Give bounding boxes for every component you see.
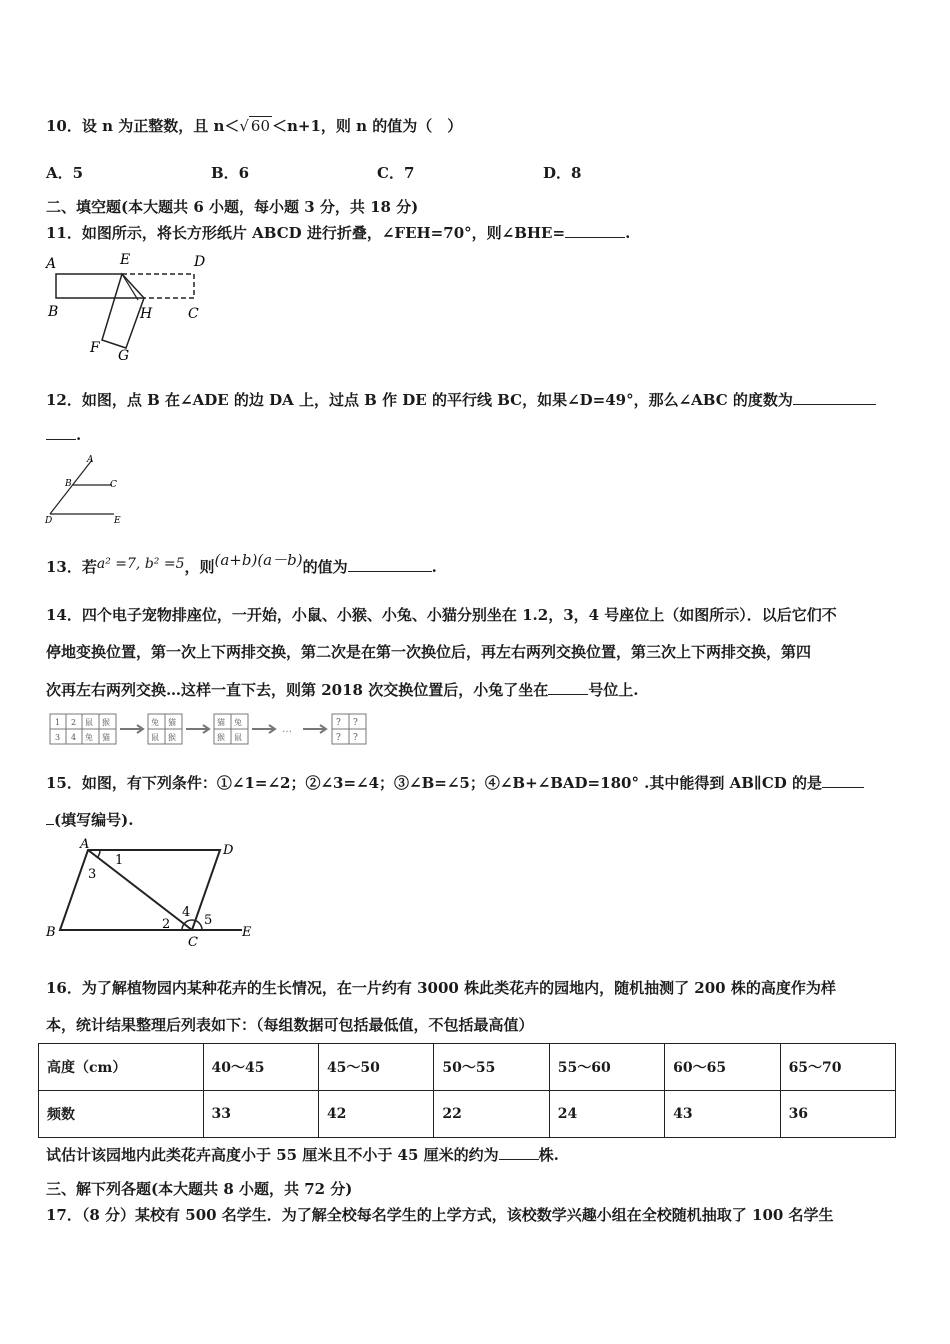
q10-option-b: B．6: [211, 164, 250, 182]
q15-stem-cont: [46, 809, 133, 830]
seat-1: 1: [55, 718, 61, 727]
sqrt-60: √ 60: [239, 117, 271, 135]
unknown-1: ?: [336, 718, 341, 728]
table-cell: 22: [434, 1091, 549, 1138]
section2-title: 二、填空题(本大题共 6 小题，每小题 3 分，共 18 分): [46, 198, 419, 216]
q10-radicand: 60: [250, 117, 271, 135]
arrow-icon: [120, 725, 143, 733]
step1-1: 兔: [151, 718, 159, 727]
q15-label-5: 5: [204, 913, 213, 928]
q11-end: .: [625, 224, 631, 242]
q14-answer-blank: [548, 680, 588, 695]
q14-line-2: 停地变换位置，第一次上下两排交换，第二次是在第一次换位后，再左右两列交换位置，第三次上下两排交换，第四: [46, 643, 812, 661]
q10-option-c: C．7: [377, 164, 415, 182]
q11-label-g: G: [118, 348, 130, 364]
q15-answer-blank-1: [822, 773, 864, 788]
unknown-3: ?: [336, 733, 341, 743]
step2-2: 兔: [234, 718, 242, 727]
q14-ellipsis: …: [282, 724, 292, 735]
q12-label-b: B: [65, 479, 72, 489]
arrow-icon: [303, 725, 326, 733]
q12-stem-cont: [46, 425, 81, 444]
q15-diagonal-ac: [88, 850, 192, 930]
q13-suffix: 的值为: [302, 558, 348, 576]
q11-label-a: A: [46, 256, 57, 272]
q12-answer-blank-1: [793, 390, 876, 405]
q11-folded-part: [102, 274, 144, 348]
q15-label-c: C: [188, 935, 198, 950]
q16-line-2: 本，统计结果整理后列表如下：（每组数据可包括最低值，不包括最高值）: [46, 1016, 534, 1034]
q15-label-e: E: [242, 925, 252, 940]
q13-condition: a² =7, b² =5: [96, 556, 185, 572]
q16-answer-blank: [499, 1145, 539, 1160]
q10-stem: [46, 115, 462, 136]
step2-4: 鼠: [234, 733, 242, 742]
q11-figure: [40, 248, 220, 368]
arrow-icon: [252, 725, 275, 733]
q14-step2-grid: [214, 714, 248, 744]
q12-figure: [40, 452, 140, 528]
q11-rect-solid: [56, 274, 144, 298]
step1-3: 鼠: [151, 733, 159, 742]
q12-label-e: E: [114, 516, 121, 526]
q14-initial-grid: [50, 714, 116, 744]
q10-prefix: 10．设 n 为正整数，且 n＜: [46, 117, 240, 135]
q11-answer-blank: [565, 223, 625, 238]
q14-line-3: [46, 679, 638, 700]
table-cell: 频数: [39, 1091, 204, 1138]
q15-figure: [42, 836, 262, 952]
q16-question: [46, 1144, 559, 1165]
q12-label-a: A: [87, 455, 94, 465]
q14-seat-diagram: [48, 712, 378, 752]
q15-label-4: 4: [182, 905, 191, 920]
q11-label-h: H: [140, 306, 153, 322]
q11-label-e: E: [120, 252, 131, 268]
q16-line-1: 16．为了解植物园内某种花卉的生长情况，在一片约有 3000 株此类花卉的园地内，随机抽测了 200 株的高度作为样: [46, 979, 836, 997]
start-4: 猫: [102, 733, 110, 742]
q16-frequency-table: [38, 1043, 896, 1138]
q15-label-3: 3: [88, 867, 97, 882]
table-cell: 36: [780, 1091, 895, 1138]
seat-2: 2: [71, 718, 77, 727]
q14-unknown-grid: [332, 714, 366, 744]
q13-end: .: [431, 558, 437, 576]
q17-stem: 17．（8 分）某校有 500 名学生．为了解全校每名学生的上学方式，该校数学兴趣小组在全校随机抽取了 100 名学生: [46, 1206, 834, 1224]
q15-line-2: (填写编号).: [54, 811, 134, 829]
seat-4: 4: [71, 733, 77, 742]
q12-text: 12．如图，点 B 在∠ADE 的边 DA 上，过点 B 作 DE 的平行线 BC，如果∠D=49°，那么∠ABC 的度数为: [46, 391, 793, 409]
step2-1: 猫: [217, 718, 225, 727]
q15-label-b: B: [46, 925, 56, 940]
q15-label-2: 2: [162, 917, 171, 932]
section3-title: 三、解下列各题(本大题共 8 小题，共 72 分): [46, 1180, 353, 1198]
q14-step1-grid: [148, 714, 182, 744]
q14-line-3-text: 次再左右两列交换…这样一直下去，则第 2018 次交换位置后，小兔了坐在: [46, 681, 549, 699]
q16-question-text: 试估计该园地内此类花卉高度小于 55 厘米且不小于 45 厘米的约为: [46, 1146, 499, 1164]
q15-angle-arc-a: [97, 850, 100, 858]
start-2: 猴: [102, 718, 110, 727]
table-cell: 43: [665, 1091, 780, 1138]
unknown-4: ?: [353, 733, 358, 743]
q11-label-b: B: [48, 304, 59, 320]
q11-label-d: D: [194, 254, 206, 270]
table-cell: 55～60: [549, 1044, 664, 1091]
q15-label-a: A: [80, 837, 90, 852]
q15-label-1: 1: [115, 853, 124, 868]
q15-line-1: 15．如图，有下列条件：①∠1=∠2；②∠3=∠4；③∠B=∠5；④∠B+∠BAD=180° .其中能得到 AB∥CD 的是: [46, 774, 823, 792]
q15-label-d: D: [223, 843, 234, 858]
q10-suffix: ＜n+1，则 n 的值为（ ）: [272, 117, 463, 135]
q14-line-1: 14．四个电子宠物排座位，一开始，小鼠、小猴、小兔、小猫分别坐在 1.2，3，4 号座位上（如图所示）．以后它们不: [46, 606, 837, 624]
q13-stem: [46, 551, 437, 577]
q13-prefix: 13．若: [46, 558, 97, 576]
table-cell: 65～70: [780, 1044, 895, 1091]
arrow-icon: [186, 725, 209, 733]
q11-fold-crease: [122, 274, 138, 300]
q15-stem: [46, 772, 864, 793]
q12-label-d: D: [45, 516, 53, 526]
q11-text: 11．如图所示，将长方形纸片 ABCD 进行折叠，∠FEH=70°，则∠BHE=: [46, 224, 566, 242]
table-cell: 45～50: [318, 1044, 433, 1091]
q10-option-d: D．8: [543, 164, 582, 182]
table-cell: 42: [318, 1091, 433, 1138]
table-row: [39, 1091, 896, 1138]
start-3: 兔: [85, 733, 93, 742]
q12-end: .: [76, 426, 82, 444]
step2-3: 猴: [217, 733, 225, 742]
table-cell: 高度（cm）: [39, 1044, 204, 1091]
q13-answer-blank: [348, 557, 432, 572]
seat-3: 3: [55, 733, 61, 742]
start-1: 鼠: [85, 718, 93, 727]
table-cell: 40～45: [203, 1044, 318, 1091]
table-cell: 24: [549, 1091, 664, 1138]
q12-answer-blank-2: [46, 425, 76, 440]
q15-answer-blank-2: [46, 810, 54, 825]
q12-stem: [46, 389, 876, 410]
table-row: [39, 1044, 896, 1091]
q11-label-c: C: [188, 306, 199, 322]
table-cell: 50～55: [434, 1044, 549, 1091]
step1-2: 猫: [168, 718, 176, 727]
q16-question-end: 株.: [538, 1146, 559, 1164]
q10-option-a: A．5: [46, 164, 84, 182]
q11-stem: [46, 222, 630, 243]
table-cell: 60～65: [665, 1044, 780, 1091]
table-cell: 33: [203, 1091, 318, 1138]
q13-mid: ，则: [184, 558, 215, 576]
step1-4: 猴: [168, 733, 176, 742]
q14-line-3-end: 号位上.: [588, 681, 639, 699]
q11-label-f: F: [90, 340, 100, 356]
q12-label-c: C: [110, 480, 117, 490]
q13-expression: (a+b)(a－b): [214, 551, 303, 569]
unknown-2: ?: [353, 718, 358, 728]
